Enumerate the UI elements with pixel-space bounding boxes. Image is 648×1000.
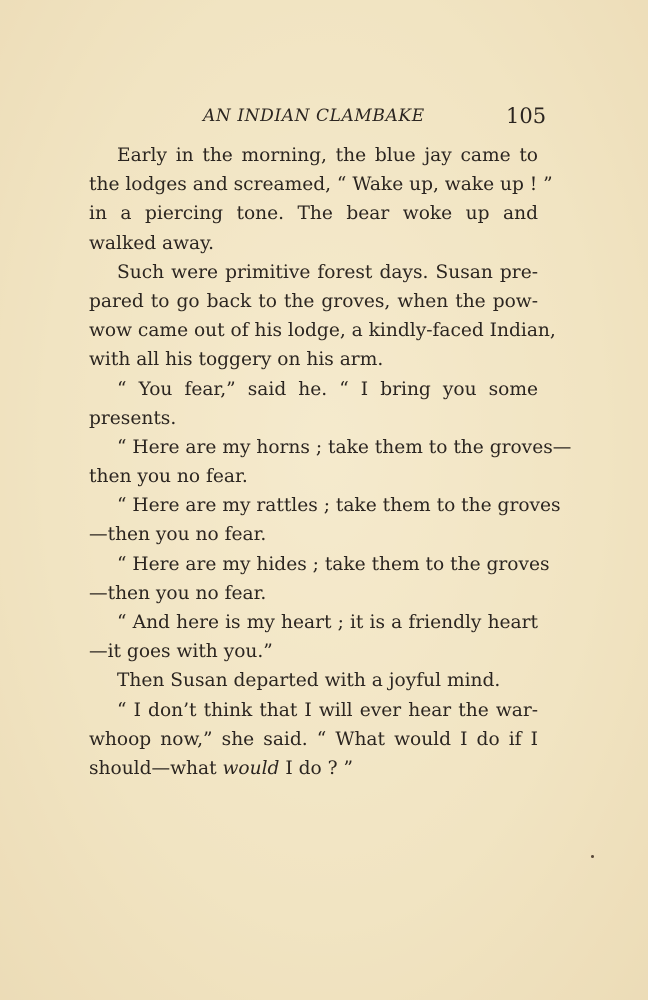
italic-emphasis: would (222, 757, 280, 779)
text-line: with all his toggery on his arm. (89, 349, 384, 371)
text-line: —then you no fear. (89, 582, 267, 604)
running-head (0, 104, 648, 130)
text-line: “ Here are my rattles ; take them to the groves (117, 495, 561, 517)
text-line: “ Here are my horns ; take them to the groves— (117, 436, 572, 458)
text-line: “ You fear,” said he. “ I bring you some (117, 378, 538, 400)
text-line: whoop now,” she said. “ What would I do if I (89, 728, 538, 750)
text-line: Such were primitive forest days. Susan pre- (117, 261, 538, 283)
text-line: the lodges and screamed, “ Wake up, wake up ! ” (89, 174, 553, 196)
text-line: “ I don’t think that I will ever hear the war- (117, 699, 538, 721)
text-line: then you no fear. (89, 466, 248, 488)
text-fragment: should—what (89, 757, 223, 779)
text-line: Then Susan departed with a joyful mind. (117, 670, 501, 692)
text-line: “ Here are my hides ; take them to the groves (117, 553, 550, 575)
text-line: pared to go back to the groves, when the pow- (89, 290, 538, 312)
text-line: walked away. (89, 232, 215, 254)
text-fragment: I do ? ” (279, 757, 353, 779)
text-line: in a piercing tone. The bear woke up and (89, 203, 538, 225)
running-title: AN INDIAN CLAMBAKE (203, 106, 425, 126)
text-line: —it goes with you.” (89, 641, 273, 663)
text-line: —then you no fear. (89, 524, 267, 546)
text-line-final (89, 754, 538, 783)
body-text (89, 141, 572, 783)
text-line: “ And here is my heart ; it is a friendly heart (117, 612, 538, 633)
text-line: presents. (89, 407, 177, 429)
ink-speck (591, 855, 594, 858)
text-line: Early in the morning, the blue jay came to (117, 145, 538, 166)
text-line: wow came out of his lodge, a kindly-faced Indian, (89, 320, 556, 342)
page-number: 105 (506, 104, 547, 128)
